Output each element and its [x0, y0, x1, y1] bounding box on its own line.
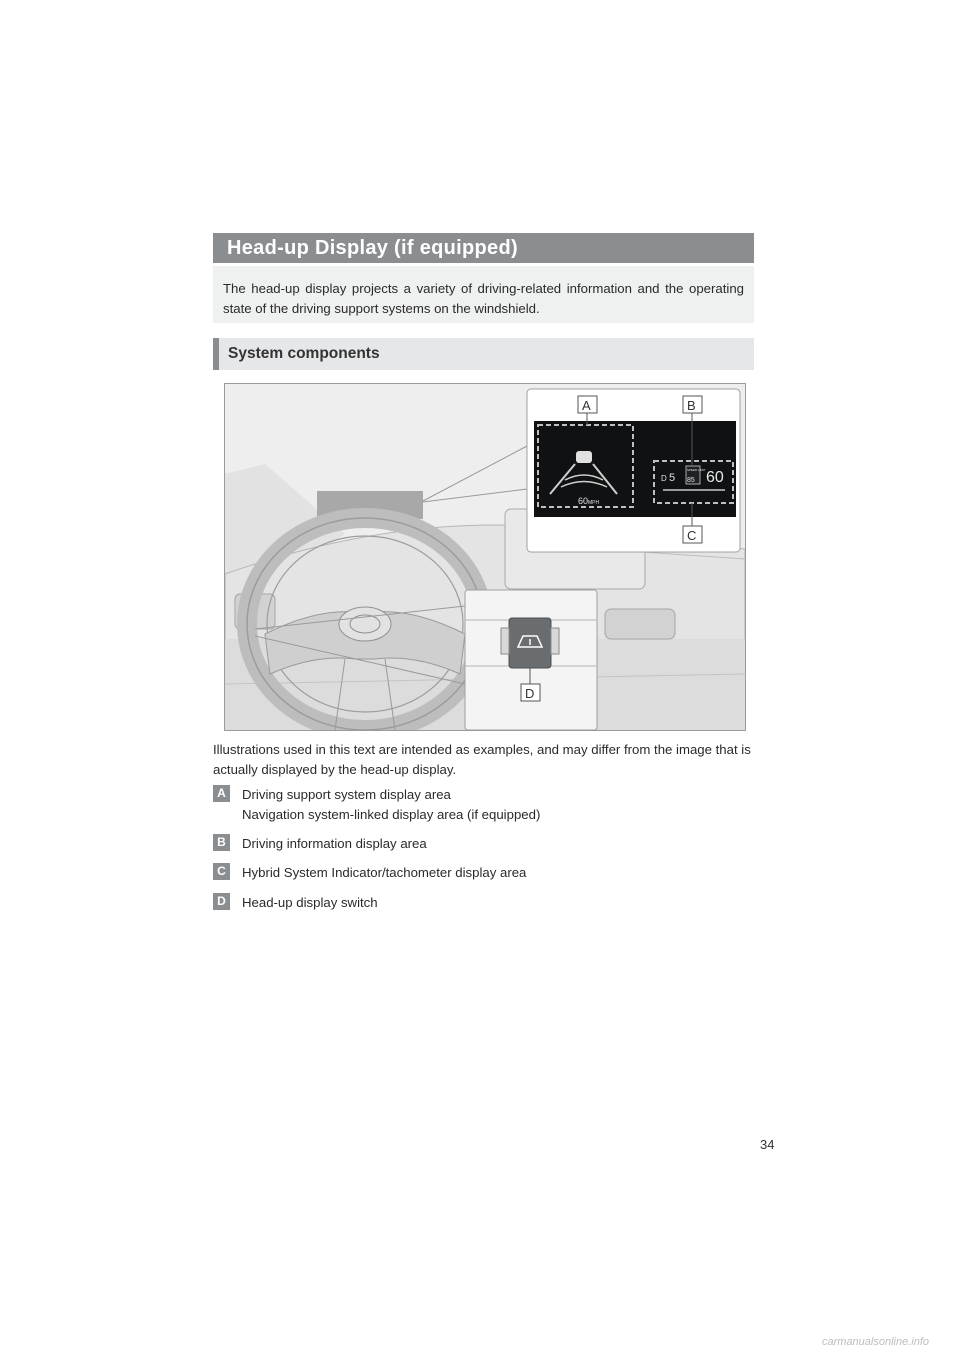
component-label: Navigation system-linked display area (if equipped): [242, 807, 541, 822]
callout-c: C: [687, 528, 697, 543]
hud-limit-label: SPEED LIMIT: [687, 468, 706, 472]
system-components-illustration: [224, 383, 746, 731]
component-label: Hybrid System Indicator/tachometer display area: [242, 865, 527, 880]
page-title: Head-up Display (if equipped): [213, 233, 754, 263]
callout-d: D: [525, 686, 535, 701]
hud-gear-text: D 5: [661, 472, 676, 484]
callout-b: B: [687, 398, 696, 413]
component-badge-c: C: [213, 863, 230, 880]
watermark: carmanualsonline.info: [822, 1336, 930, 1348]
component-label: Driving support system display area: [242, 787, 451, 802]
component-badge-a: A: [213, 785, 230, 802]
hud-limit-value: 85: [687, 477, 695, 484]
hud-current-speed: 60: [706, 469, 724, 486]
intro-text: The head-up display projects a variety of driving-related information and the operating state of the driving support systems on the windshield.: [213, 266, 754, 323]
hud-speed-text: 60MPH: [578, 496, 600, 506]
section-heading: System components: [213, 338, 754, 370]
callout-a: A: [582, 398, 591, 413]
page-number: 34: [760, 1137, 775, 1152]
component-badge-b: B: [213, 834, 230, 851]
component-label: Driving information display area: [242, 836, 427, 851]
component-badge-d: D: [213, 893, 230, 910]
component-label: Head-up display switch: [242, 895, 378, 910]
figure-caption: Illustrations used in this text are intended as examples, and may differ from the image that is actually displayed by the head-up display.: [213, 742, 751, 777]
